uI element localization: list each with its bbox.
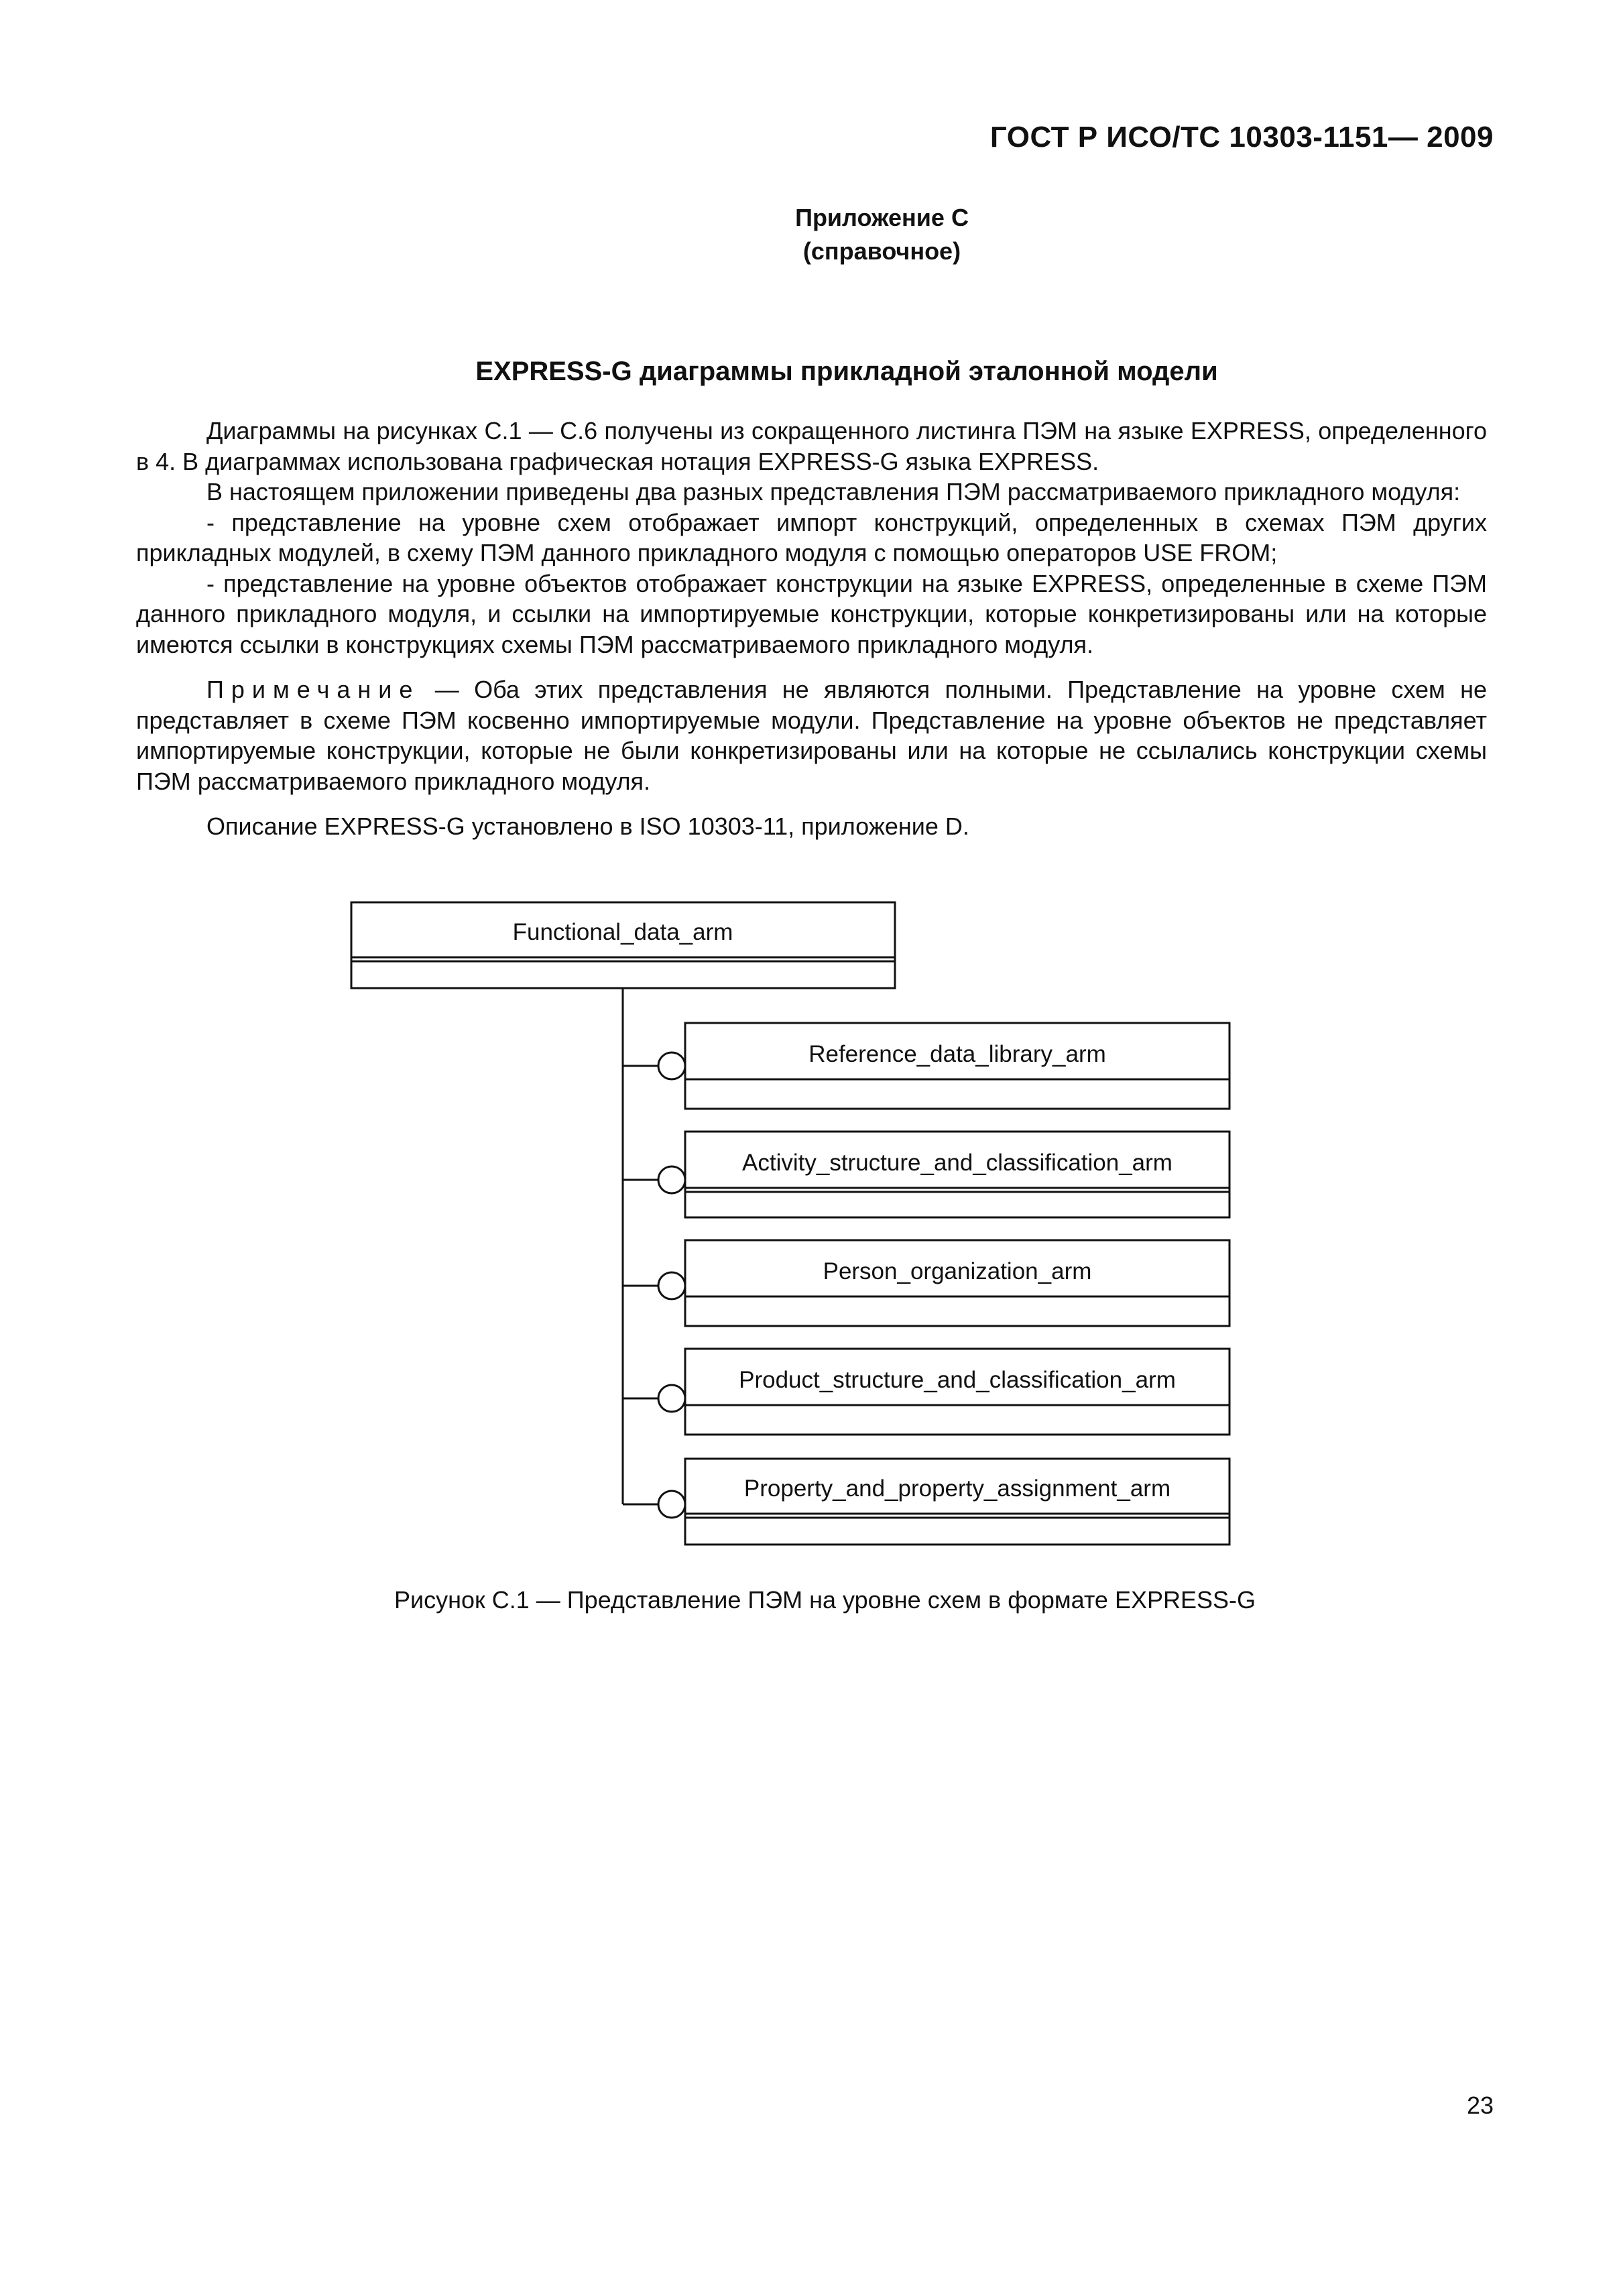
- paragraph-4: - представление на уровне объектов отображает конструкции на языке EXPRESS, определенные в схеме ПЭМ данного прикладного модуля, и ссылки на импортируемые конструкции, которые конкретизированы или на которые имеются ссылки в конструкциях схемы ПЭМ рассматриваемого прикладного модуля.: [136, 569, 1487, 658]
- figure-caption: Рисунок С.1 — Представление ПЭМ на уровне схем в формате EXPRESS-G: [394, 1586, 1256, 1614]
- section-title: EXPRESS-G диаграммы прикладной эталонной модели: [475, 357, 1218, 386]
- schema-label-1: Reference_data_library_arm: [808, 1041, 1106, 1067]
- paragraph-2: В настоящем приложении приведены два разных представления ПЭМ рассматриваемого прикладного модуля:: [206, 478, 1461, 505]
- paragraph-5: Описание EXPRESS-G установлено в ISO 10303-11, приложение D.: [206, 812, 969, 840]
- root-schema-box: [351, 902, 895, 988]
- note-label: Примечание: [206, 676, 420, 703]
- page-number: 23: [1466, 2092, 1494, 2119]
- schema-label-4: Product_structure_and_classification_arm: [739, 1367, 1176, 1393]
- schema-label-5: Property_and_property_assignment_arm: [743, 1475, 1171, 1502]
- annex-title: Приложение С: [795, 204, 969, 231]
- paragraph-3: - представление на уровне схем отображает импорт конструкций, определенных в схемах ПЭМ других прикладных модулей, в схему ПЭМ данного прикладного модуля с помощью операторов USE FROM;: [136, 508, 1487, 566]
- root-schema-label: Functional_data_arm: [512, 919, 733, 945]
- paragraph-1: Диаграммы на рисунках С.1 — С.6 получены из сокращенного листинга ПЭМ на языке EXPRESS, определенного в 4. В диаграммах использована графическая нотация EXPRESS-G языка EXPRESS.: [136, 417, 1487, 475]
- schema-box-5: [623, 1459, 1229, 1545]
- schema-label-2: Activity_structure_and_classification_arm: [742, 1150, 1173, 1176]
- annex-status: (справочное): [802, 237, 961, 265]
- schema-label-3: Person_organization_arm: [823, 1258, 1092, 1284]
- note-text: — Оба этих представления не являются полными. Представление на уровне схем не представляет в схеме ПЭМ косвенно импортируемые модули. Представление на уровне объектов не представляет импортируемые конструкции, которые не были конкретизированы или на которые не ссылались конструкции схемы ПЭМ рассматриваемого прикладного модуля.: [136, 676, 1487, 795]
- standard-code: ГОСТ Р ИСО/ТС 10303-1151— 2009: [989, 121, 1494, 154]
